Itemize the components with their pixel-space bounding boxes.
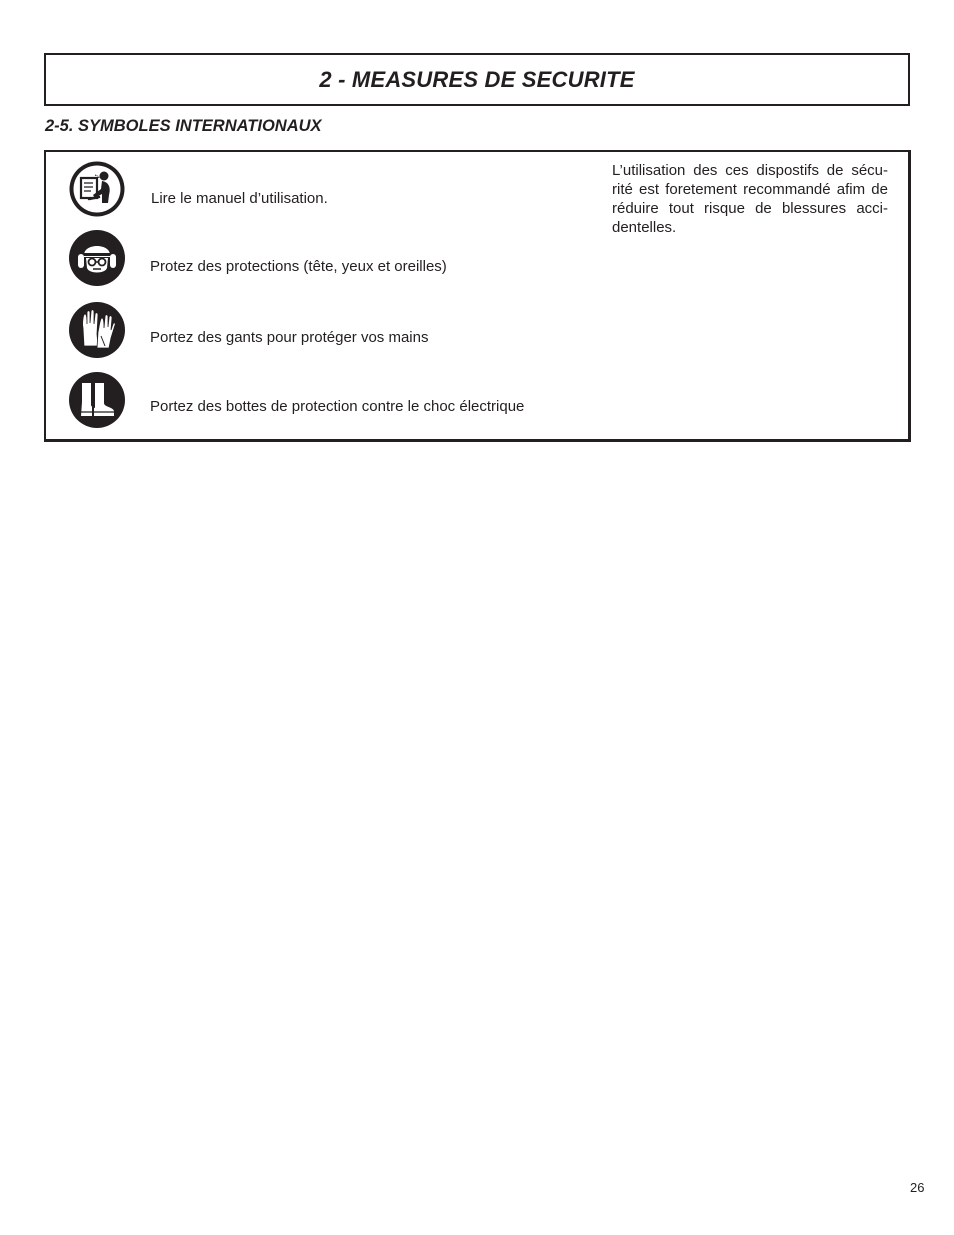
head-eye-ear-protection-icon — [69, 230, 125, 286]
read-manual-icon — [69, 161, 125, 217]
page-number: 26 — [910, 1180, 925, 1195]
page-title: 2 - MEASURES DE SECURITE — [319, 66, 635, 92]
symbol-row-head-protection — [46, 229, 606, 289]
symbol-label: Portez des bottes de protection contre le choc électrique — [150, 398, 525, 415]
symbol-row-gloves — [46, 300, 606, 360]
gloves-icon — [69, 302, 125, 358]
section-heading: 2-5. SYMBOLES INTERNATIONAUX — [45, 117, 322, 135]
safety-note: L’utilisation des ces dispostifs de sécu-rité est foretement recommandé afim de réduire tout risque de blessures acci-dentelles. — [612, 162, 888, 236]
symbol-row-boots — [46, 369, 606, 429]
symbol-label: Protez des protections (tête, yeux et oreilles) — [150, 258, 447, 275]
symbol-label: Lire le manuel d’utilisation. — [151, 190, 328, 207]
boots-icon — [69, 372, 125, 428]
symbol-label: Portez des gants pour protéger vos mains — [150, 329, 429, 346]
symbol-row-read-manual — [46, 161, 606, 221]
symbols-table — [44, 150, 911, 442]
section-title-box — [44, 53, 910, 106]
